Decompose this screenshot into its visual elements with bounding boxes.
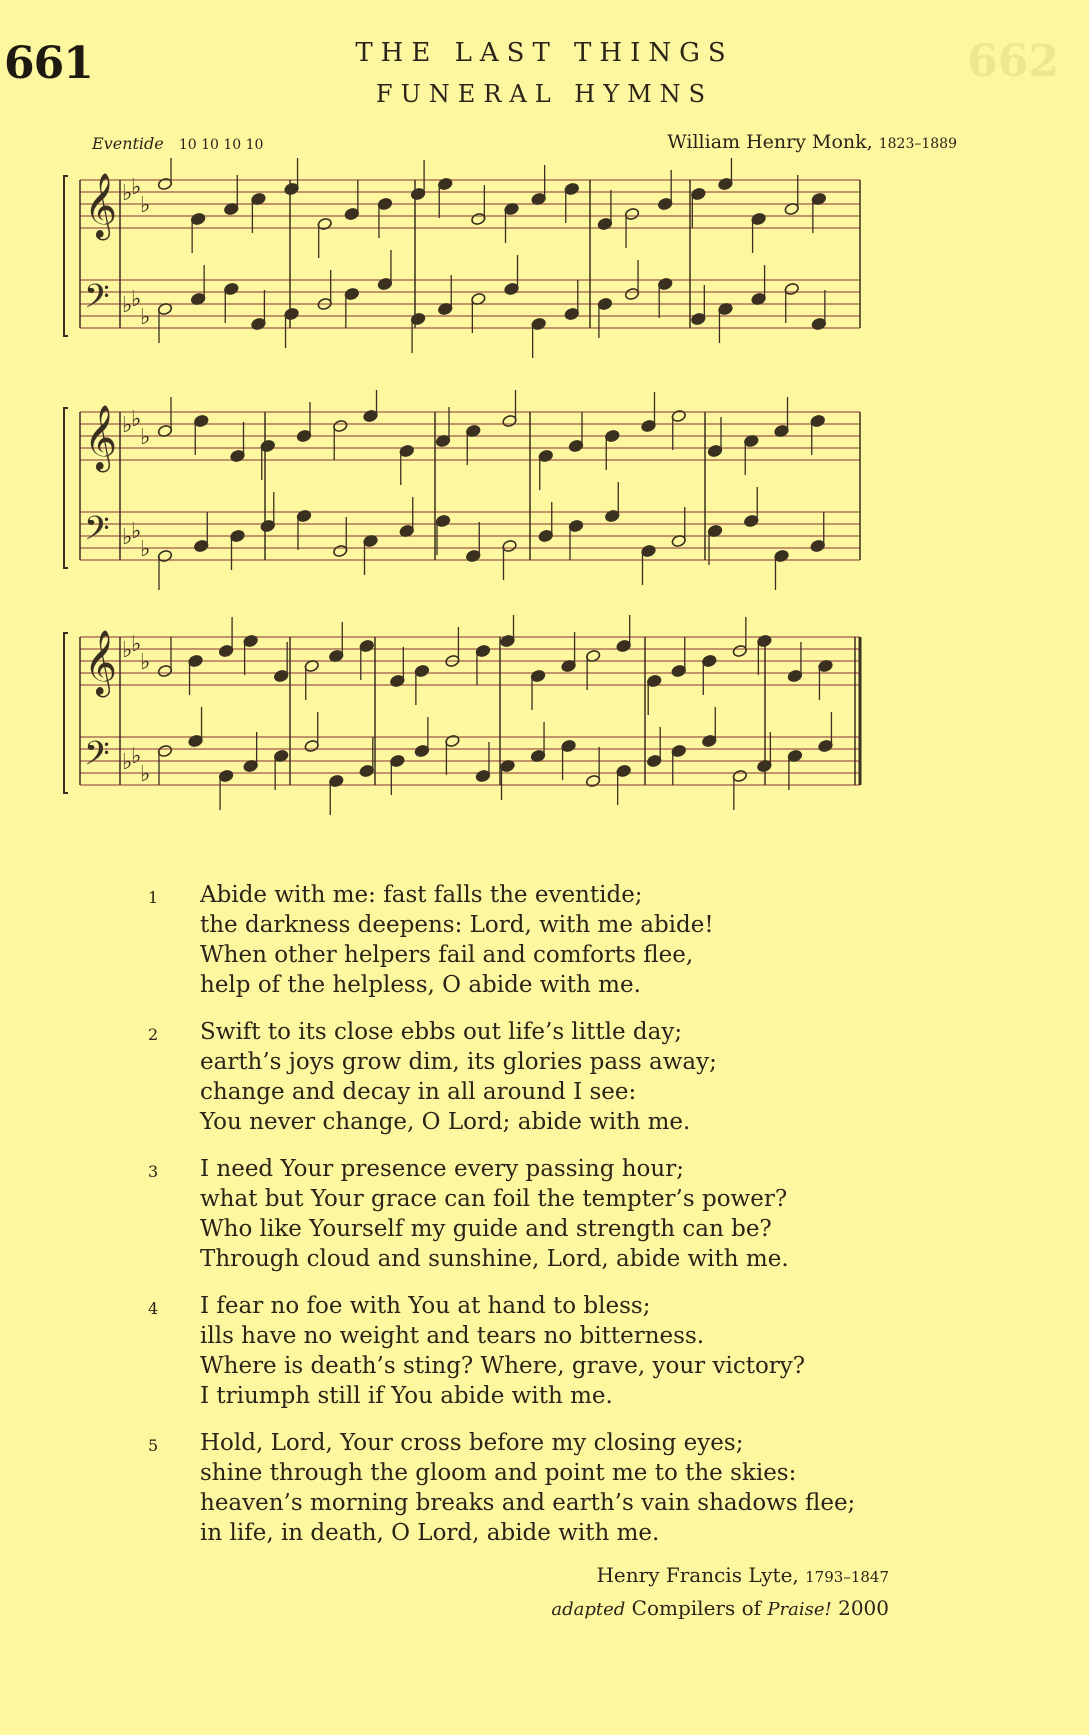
flat-icon: ♭ [131,407,142,432]
flat-icon: ♭ [140,762,151,787]
verse [148,1017,948,1137]
flat-icon: ♭ [140,305,151,330]
verse [148,1154,948,1274]
music-system-2 [60,390,960,605]
bass-clef-icon: 𝄢 [84,735,110,781]
system-brace [64,633,68,793]
music-system-1 [60,158,960,373]
verse-line: Swift to its close ebbs out life’s little day; [200,1019,683,1045]
verse-line: Through cloud and sunshine, Lord, abide with me. [200,1246,789,1272]
verse-lines [200,1154,789,1274]
verse-line: help of the helpless, O abide with me. [200,972,641,998]
author-line [551,1560,889,1593]
section-subtitle: FUNERAL HYMNS [375,80,714,108]
ghost-page-number: 662 [967,36,1059,87]
verse-line: the darkness deepens: Lord, with me abide! [200,912,714,938]
verse-line: in life, in death, O Lord, abide with me. [200,1520,660,1546]
publication-name: Praise! [767,1599,832,1620]
section-title: THE LAST THINGS [355,38,734,68]
flat-icon: ♭ [140,193,151,218]
flat-icon: ♭ [140,537,151,562]
author-name: Henry Francis Lyte, [596,1563,799,1587]
verse-line: You never change, O Lord; abide with me. [200,1109,691,1135]
verse-line: earth’s joys grow dim, its glories pass away; [200,1049,717,1075]
verse-number: 4 [148,1299,159,1318]
flat-icon: ♭ [122,413,133,438]
verse-line: I need Your presence every passing hour; [200,1156,684,1182]
verse-number: 5 [148,1436,159,1455]
tune-line [92,134,263,153]
flat-icon: ♭ [131,519,142,544]
publication-year: 2000 [838,1596,889,1620]
verse-number: 1 [148,888,159,907]
flat-icon: ♭ [122,181,133,206]
adapted-by: Compilers of [631,1596,762,1620]
tune-name: Eventide [92,134,164,153]
verse-line: heaven’s morning breaks and earth’s vain shadows flee; [200,1490,856,1516]
author-years: 1793–1847 [805,1568,889,1586]
treble-clef-icon: 𝄞 [84,173,118,238]
adaptation-line [551,1593,889,1625]
flat-icon: ♭ [131,744,142,769]
music-system-3 [60,615,960,830]
verse-line: change and decay in all around I see: [200,1079,637,1105]
author-credits [551,1560,889,1625]
verse-line: When other helpers fail and comforts flee, [200,942,694,968]
verse-lines [200,880,714,1000]
verse-line: Where is death’s sting? Where, grave, your victory? [200,1353,806,1379]
system-brace [64,176,68,336]
verse-number: 3 [148,1162,159,1181]
verse-lines [200,1017,717,1137]
tune-meter: 10 10 10 10 [178,137,264,153]
verse-line: what but Your grace can foil the tempter’s power? [200,1186,788,1212]
system-brace [64,408,68,568]
verse-line: Abide with me: fast falls the eventide; [200,882,643,908]
composer-name: William Henry Monk, [667,131,873,153]
verse-line: Hold, Lord, Your cross before my closing eyes; [200,1430,744,1456]
flat-icon: ♭ [122,638,133,663]
bass-clef-icon: 𝄢 [84,510,110,556]
adapted-label: adapted [551,1599,626,1620]
verse-line: I fear no foe with You at hand to bless; [200,1293,651,1319]
verse-line: ills have no weight and tears no bitterness. [200,1323,705,1349]
treble-clef-icon: 𝄞 [84,405,118,470]
verse [148,880,948,1000]
treble-clef-icon: 𝄞 [84,630,118,695]
flat-icon: ♭ [131,175,142,200]
verse-line: shine through the gloom and point me to the skies: [200,1460,797,1486]
composer-years: 1823–1889 [878,136,957,152]
flat-icon: ♭ [122,293,133,318]
flat-icon: ♭ [140,650,151,675]
verse-number: 2 [148,1025,159,1044]
flat-icon: ♭ [122,750,133,775]
flat-icon: ♭ [122,525,133,550]
verse-lines [200,1428,855,1548]
page-number: 661 [4,38,93,89]
flat-icon: ♭ [131,632,142,657]
verse [148,1428,948,1548]
composer-credit [667,131,957,153]
flat-icon: ♭ [140,425,151,450]
flat-icon: ♭ [131,287,142,312]
verse-line: Who like Yourself my guide and strength can be? [200,1216,772,1242]
verse [148,1291,948,1411]
verse-lines [200,1291,805,1411]
bass-clef-icon: 𝄢 [84,278,110,324]
verse-line: I triumph still if You abide with me. [200,1383,613,1409]
hymn-lyrics [148,880,948,1565]
